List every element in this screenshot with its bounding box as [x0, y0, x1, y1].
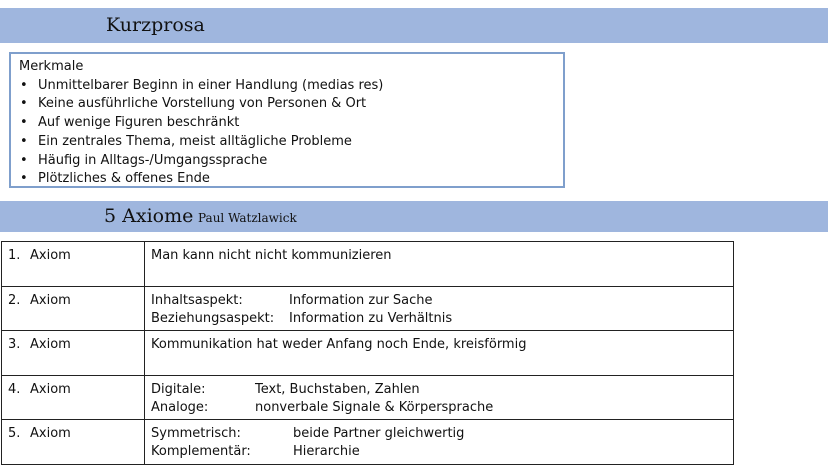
- aspect-key: Analoge:: [151, 399, 209, 415]
- axiom-number: 3.: [8, 337, 21, 353]
- axiom-label: Axiom: [30, 292, 71, 308]
- axiom-desc-cell: [145, 331, 734, 376]
- axiom-desc-cell: [145, 375, 734, 420]
- merkmale-list: [19, 77, 563, 189]
- merkmal-item: • Ein zentrales Thema, meist alltägliche Probleme: [19, 133, 563, 152]
- aspect-key: Inhaltsaspekt:: [151, 292, 243, 308]
- merkmale-heading: Merkmale: [19, 59, 84, 74]
- axiom-label: Axiom: [30, 337, 71, 353]
- table-row: [2, 375, 734, 420]
- axiom-desc-cell: [145, 420, 734, 465]
- axiom-label-cell: [2, 331, 145, 376]
- section-title-kurzprosa: Kurzprosa: [106, 14, 205, 36]
- aspect-value: Information zu Verhältnis: [289, 310, 453, 326]
- aspect-value: Hierarchie: [293, 444, 360, 460]
- aspect-value: Text, Buchstaben, Zahlen: [255, 381, 420, 397]
- axiom-desc-cell: [145, 286, 734, 331]
- axiom-label: Axiom: [30, 426, 71, 442]
- aspect-key: Komplementär:: [151, 444, 251, 460]
- axiom-number: 4.: [8, 381, 21, 397]
- axiom-label-cell: [2, 286, 145, 331]
- axiom-number: 1.: [8, 248, 21, 263]
- merkmal-item: • Plötzliches & offenes Ende: [19, 170, 563, 189]
- merkmal-item: • Unmittelbarer Beginn in einer Handlung (medias res): [19, 77, 563, 96]
- axiom-number: 2.: [8, 292, 21, 308]
- aspect-key: Digitale:: [151, 381, 206, 397]
- axiom-label-cell: [2, 242, 145, 287]
- axiom-label: Axiom: [30, 248, 71, 263]
- aspect-value: beide Partner gleichwertig: [293, 426, 465, 442]
- table-row: [2, 331, 734, 376]
- merkmal-item: • Auf wenige Figuren beschränkt: [19, 114, 563, 133]
- merkmal-item: • Häufig in Alltags-/Umgangssprache: [19, 152, 563, 171]
- axiom-table: [1, 241, 734, 465]
- axiom-number: 5.: [8, 426, 21, 442]
- table-row: [2, 242, 734, 287]
- table-row: [2, 420, 734, 465]
- axiom-text: Kommunikation hat weder Anfang noch Ende, kreisförmig: [151, 337, 527, 353]
- section-title-axiome: 5 Axiome: [104, 205, 194, 227]
- merkmal-item: • Keine ausführliche Vorstellung von Personen & Ort: [19, 95, 563, 114]
- aspect-value: nonverbale Signale & Körpersprache: [255, 399, 494, 415]
- merkmale-box: [9, 52, 565, 188]
- section-subtitle-author: Paul Watzlawick: [198, 211, 297, 225]
- axiom-label: Axiom: [30, 381, 71, 397]
- axiom-text: Man kann nicht nicht kommunizieren: [151, 248, 392, 263]
- table-row: [2, 286, 734, 331]
- axiom-desc-cell: [145, 242, 734, 287]
- aspect-key: Symmetrisch:: [151, 426, 241, 442]
- aspect-value: Information zur Sache: [289, 292, 433, 308]
- axiom-label-cell: [2, 375, 145, 420]
- axiom-label-cell: [2, 420, 145, 465]
- aspect-key: Beziehungsaspekt:: [151, 310, 275, 326]
